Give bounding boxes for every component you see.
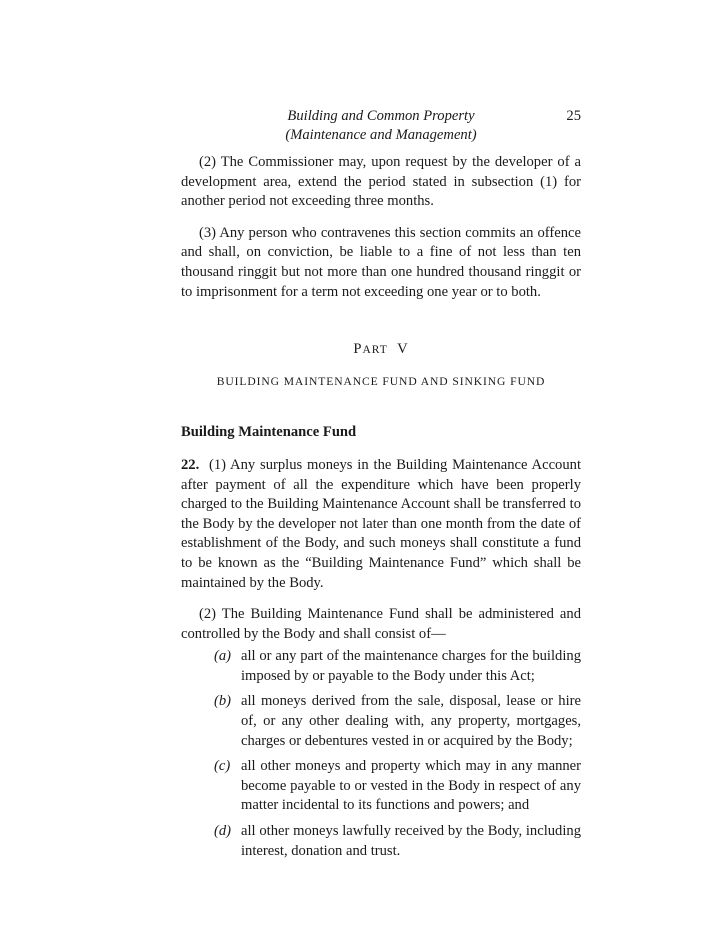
item-label: (a) <box>214 648 232 665</box>
list-item-c <box>181 757 581 816</box>
item-text: all or any part of the maintenance charges for the building imposed by or payable to the Body under this Act; <box>241 648 581 684</box>
list-item-d <box>181 822 581 861</box>
paragraph-subsection-3: (3) Any person who contravenes this section commits an offence and shall, on conviction, be liable to a fine of not less than ten thousand ringgit but not more than one hundred thousand ringgit or to imprisonment for a term not exceeding one year or to both. <box>181 224 581 300</box>
running-header <box>181 107 581 147</box>
item-text: all other moneys and property which may in any manner become payable to or vested in the Body in respect of any matter incidental to its functions and powers; and <box>241 758 581 814</box>
paragraph-subsection-2: (2) The Commissioner may, upon request by the developer of a development area, extend the period stated in subsection (1) for another period not exceeding three months. <box>181 154 581 210</box>
item-list <box>181 647 581 861</box>
part-rest: ART <box>362 344 388 357</box>
section-heading: Building Maintenance Fund <box>181 424 357 441</box>
part-subtitle: BUILDING MAINTENANCE FUND AND SINKING FUND <box>216 374 546 388</box>
document-page <box>181 107 581 861</box>
header-title-line1: Building and Common Property <box>287 108 475 124</box>
section-number: 22. <box>181 456 200 473</box>
page-number: 25 <box>566 108 581 124</box>
section-22-subsection-1 <box>181 456 581 593</box>
part-numeral: V <box>397 341 409 358</box>
item-label: (b) <box>214 693 232 710</box>
item-label: (d) <box>214 823 232 840</box>
section-22-subsection-1-text: (1) Any surplus moneys in the Building Maintenance Account after payment of all the expenditure which have been properly charged to the Building Maintenance Account shall be transferred to the Body by the developer not later than one month from the date of establishment of the Body, and such moneys shall constitute a fund to be known as the “Building Maintenance Fund” which shall be maintained by the Body. <box>181 456 581 591</box>
header-title-line2: (Maintenance and Management) <box>285 127 477 143</box>
list-item-a <box>181 647 581 686</box>
part-first-letter: P <box>353 341 363 358</box>
item-text: all moneys derived from the sale, disposal, lease or hire of, or any other dealing with, any property, mortgages, charges or debentures vested in or acquired by the Body; <box>241 693 581 749</box>
section-22-subsection-2-intro: (2) The Building Maintenance Fund shall be administered and controlled by the Body and shall consist of— <box>181 606 581 642</box>
part-heading <box>181 340 581 361</box>
list-item-b <box>181 692 581 751</box>
item-label: (c) <box>214 758 231 775</box>
item-text: all other moneys lawfully received by the Body, including interest, donation and trust. <box>241 823 581 859</box>
